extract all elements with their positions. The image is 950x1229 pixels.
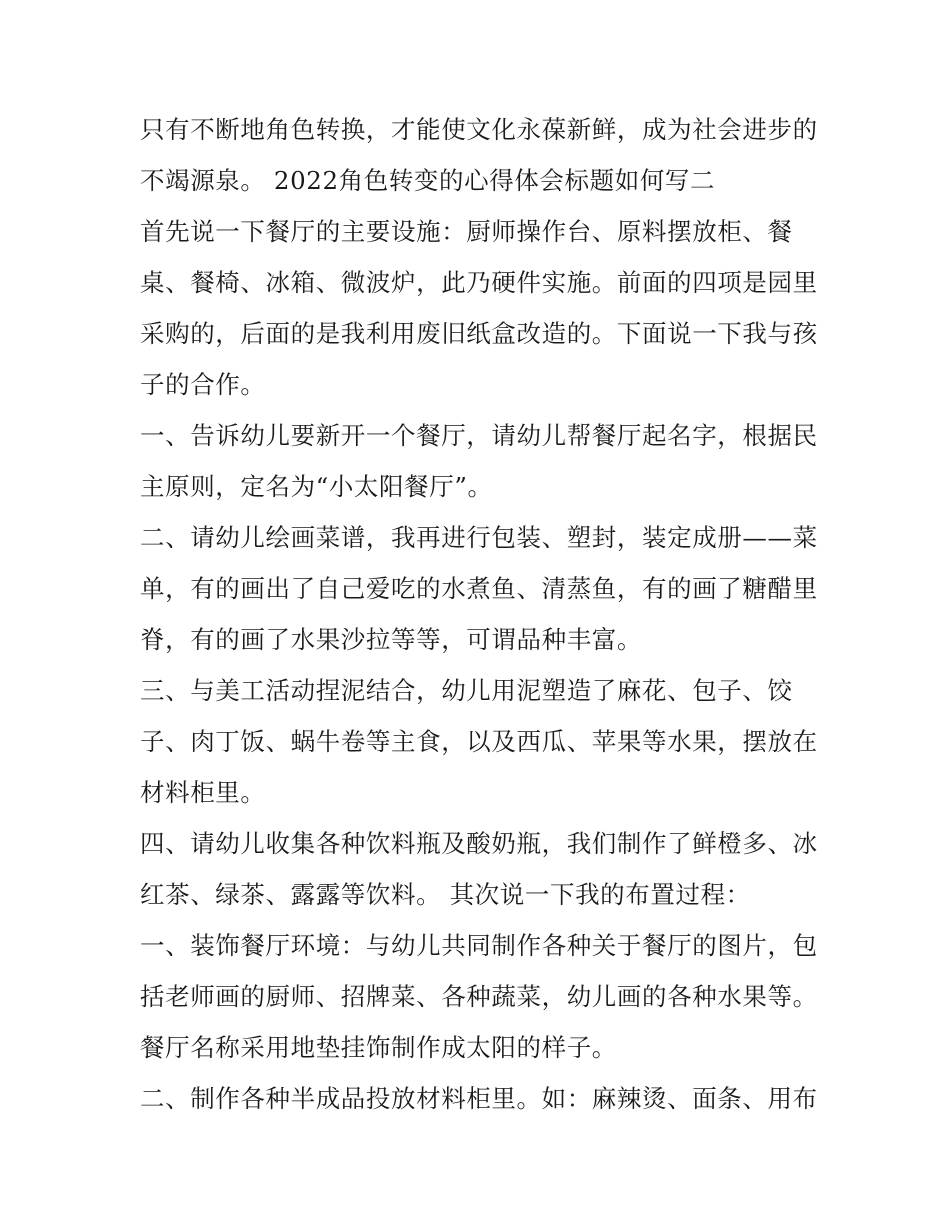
text-line: 材料柜里。	[140, 778, 266, 807]
text-line: 一、装饰餐厅环境：与幼儿共同制作各种关于餐厅的图片，包	[140, 931, 818, 960]
text-line: 四、请幼儿收集各种饮料瓶及酸奶瓶，我们制作了鲜橙多、冰	[140, 829, 818, 858]
text-line: 脊，有的画了水果沙拉等等，可谓品种丰富。	[140, 625, 642, 654]
text-line: 二、请幼儿绘画菜谱，我再进行包装、塑封，装定成册——菜	[140, 523, 818, 552]
document-body	[140, 104, 820, 1124]
text-line: 红茶、绿茶、露露等饮料。 其次说一下我的布置过程：	[140, 880, 751, 909]
text-line: 三、与美工活动捏泥结合，幼儿用泥塑造了麻花、包子、饺	[140, 676, 793, 705]
text-line: 子、肉丁饭、蜗牛卷等主食，以及西瓜、苹果等水果，摆放在	[140, 727, 818, 756]
text-line: 主原则，定名为“小太阳餐厅”。	[140, 472, 493, 501]
text-line: 一、告诉幼儿要新开一个餐厅，请幼儿帮餐厅起名字，根据民	[140, 421, 818, 450]
text-line: 桌、餐椅、冰箱、微波炉，此乃硬件实施。前面的四项是园里	[140, 268, 818, 297]
text-line: 采购的，后面的是我利用废旧纸盒改造的。下面说一下我与孩	[140, 319, 818, 348]
text-line: 不竭源泉。 2022角色转变的心得体会标题如何写二	[140, 166, 716, 195]
text-line: 首先说一下餐厅的主要设施：厨师操作台、原料摆放柜、餐	[140, 217, 793, 246]
text-line: 餐厅名称采用地垫挂饰制作成太阳的样子。	[140, 1033, 617, 1062]
text-line: 括老师画的厨师、招牌菜、各种蔬菜，幼儿画的各种水果等。	[140, 982, 818, 1011]
text-line: 只有不断地角色转换，才能使文化永葆新鲜，成为社会进步的	[140, 115, 818, 144]
text-line: 二、制作各种半成品投放材料柜里。如：麻辣烫、面条、用布	[140, 1084, 818, 1113]
text-line: 子的合作。	[140, 370, 266, 399]
text-line: 单，有的画出了自己爱吃的水煮鱼、清蒸鱼，有的画了糖醋里	[140, 574, 818, 603]
